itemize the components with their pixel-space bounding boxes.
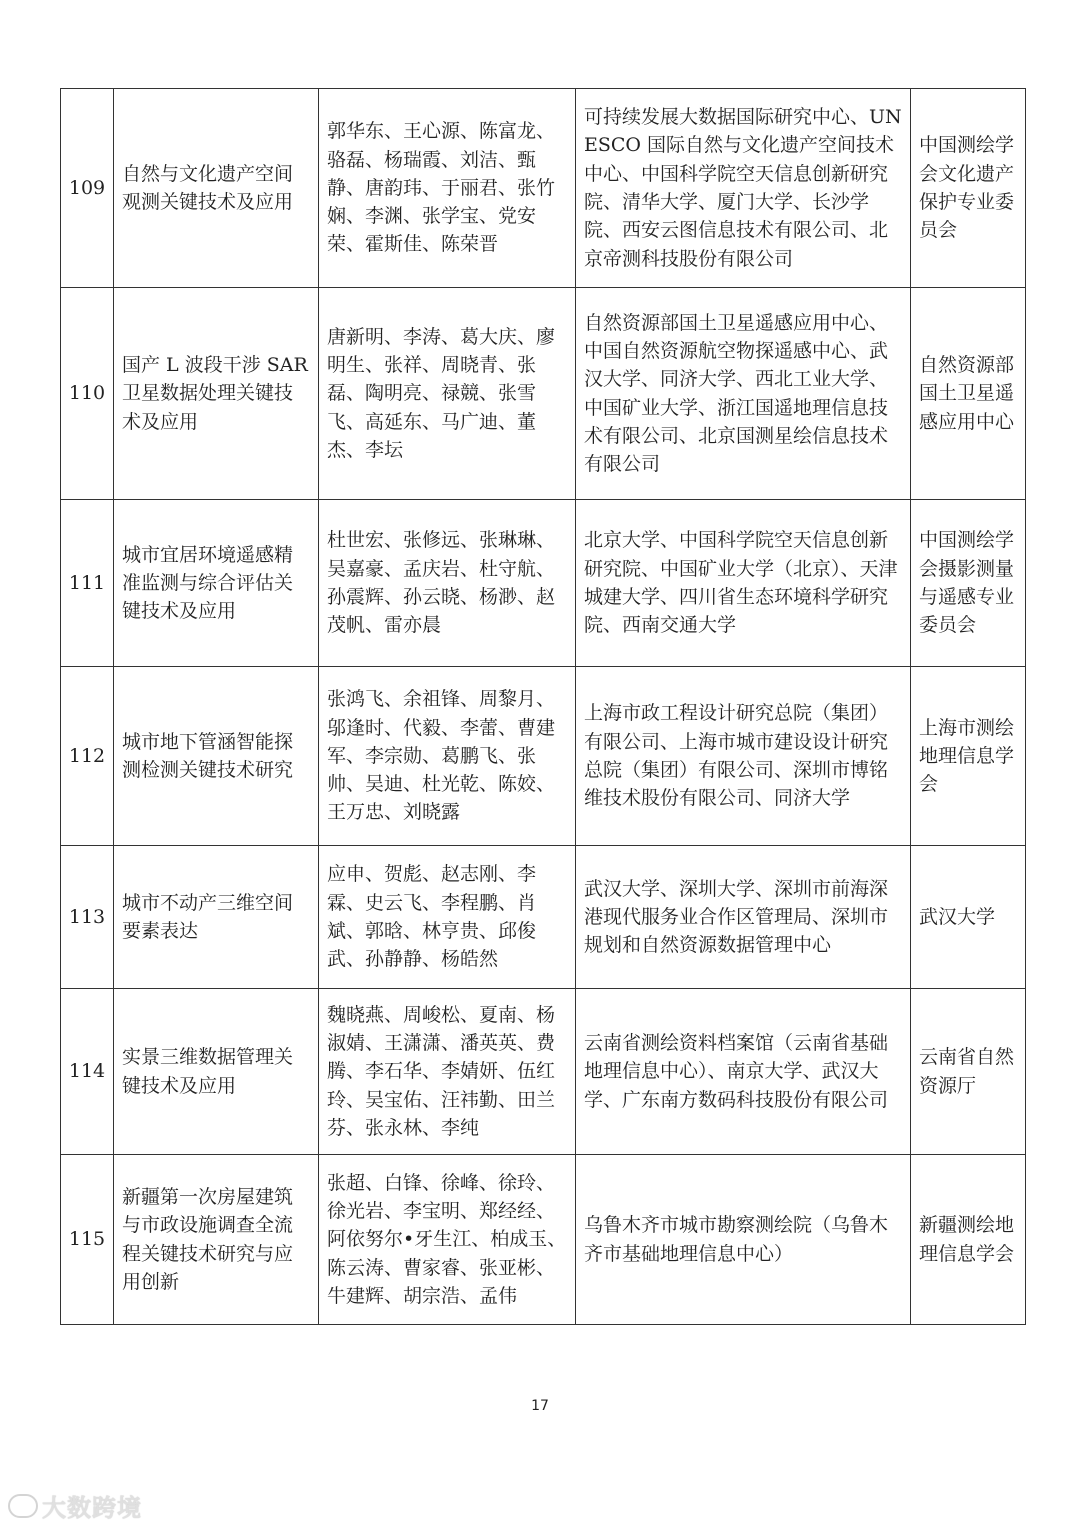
table-row (61, 288, 1026, 500)
watermark-text: 大数跨境 (42, 1494, 142, 1522)
table-row (61, 989, 1026, 1155)
nominating-unit: 云南省自然资源厅 (911, 989, 1026, 1155)
organizations: 上海市政工程设计研究总院（集团）有限公司、上海市城市建设设计研究总院（集团）有限公司、深圳市博铭维技术股份有限公司、同济大学 (576, 667, 911, 846)
logo-icon (8, 1494, 38, 1518)
row-number: 111 (61, 500, 114, 667)
watermark (8, 1488, 142, 1523)
organizations: 云南省测绘资料档案馆（云南省基础地理信息中心）、南京大学、武汉大学、广东南方数码科技股份有限公司 (576, 989, 911, 1155)
row-number: 114 (61, 989, 114, 1155)
row-number: 112 (61, 667, 114, 846)
row-number: 109 (61, 89, 114, 288)
awards-table (60, 88, 1026, 1325)
table-row (61, 667, 1026, 846)
contributors: 应申、贺彪、赵志刚、李霖、史云飞、李程鹏、肖斌、郭晗、林亨贵、邱俊武、孙静静、杨皓然 (319, 846, 576, 989)
nominating-unit: 武汉大学 (911, 846, 1026, 989)
row-number: 110 (61, 288, 114, 500)
contributors: 郭华东、王心源、陈富龙、骆磊、杨瑞霞、刘洁、甄静、唐韵玮、于丽君、张竹娴、李渊、张学宝、党安荣、霍斯佳、陈荣晋 (319, 89, 576, 288)
project-name: 国产 L 波段干涉 SAR 卫星数据处理关键技术及应用 (114, 288, 319, 500)
nominating-unit: 自然资源部国土卫星遥感应用中心 (911, 288, 1026, 500)
table-row (61, 846, 1026, 989)
organizations: 自然资源部国土卫星遥感应用中心、中国自然资源航空物探遥感中心、武汉大学、同济大学、西北工业大学、中国矿业大学、浙江国遥地理信息技术有限公司、北京国测星绘信息技术有限公司 (576, 288, 911, 500)
nominating-unit: 新疆测绘地理信息学会 (911, 1155, 1026, 1325)
table-row (61, 500, 1026, 667)
page-number: 17 (531, 1398, 549, 1414)
organizations: 乌鲁木齐市城市勘察测绘院（乌鲁木齐市基础地理信息中心） (576, 1155, 911, 1325)
table-row (61, 1155, 1026, 1325)
organizations: 北京大学、中国科学院空天信息创新研究院、中国矿业大学（北京）、天津城建大学、四川省生态环境科学研究院、西南交通大学 (576, 500, 911, 667)
nominating-unit: 上海市测绘地理信息学会 (911, 667, 1026, 846)
organizations: 武汉大学、深圳大学、深圳市前海深港现代服务业合作区管理局、深圳市规划和自然资源数据管理中心 (576, 846, 911, 989)
contributors: 张超、白锋、徐峰、徐玲、徐光岩、李宝明、郑经经、阿依努尔•牙生江、柏成玉、陈云涛、曹家睿、张亚彬、牛建辉、胡宗浩、孟伟 (319, 1155, 576, 1325)
contributors: 唐新明、李涛、葛大庆、廖明生、张祥、周晓青、张磊、陶明亮、禄競、张雪飞、高延东、马广迪、董杰、李坛 (319, 288, 576, 500)
project-name: 实景三维数据管理关键技术及应用 (114, 989, 319, 1155)
project-name: 城市地下管涵智能探测检测关键技术研究 (114, 667, 319, 846)
organizations: 可持续发展大数据国际研究中心、UNESCO 国际自然与文化遗产空间技术中心、中国科学院空天信息创新研究院、清华大学、厦门大学、长沙学院、西安云图信息技术有限公司、北京帝测科技股份有限公司 (576, 89, 911, 288)
nominating-unit: 中国测绘学会摄影测量与遥感专业委员会 (911, 500, 1026, 667)
project-name: 自然与文化遗产空间观测关键技术及应用 (114, 89, 319, 288)
project-name: 新疆第一次房屋建筑与市政设施调查全流程关键技术研究与应用创新 (114, 1155, 319, 1325)
contributors: 张鸿飞、余祖锋、周黎月、邬逢时、代毅、李蕾、曹建军、李宗勋、葛鹏飞、张帅、吴迪、杜光乾、陈姣、王万忠、刘晓露 (319, 667, 576, 846)
project-name: 城市不动产三维空间要素表达 (114, 846, 319, 989)
row-number: 113 (61, 846, 114, 989)
row-number: 115 (61, 1155, 114, 1325)
project-name: 城市宜居环境遥感精准监测与综合评估关键技术及应用 (114, 500, 319, 667)
contributors: 魏晓燕、周峻松、夏南、杨淑婧、王潇潇、潘英英、费腾、李石华、李婧妍、伍红玲、吴宝佑、汪祎勤、田兰芬、张永林、李纯 (319, 989, 576, 1155)
nominating-unit: 中国测绘学会文化遗产保护专业委员会 (911, 89, 1026, 288)
contributors: 杜世宏、张修远、张琳琳、吴嘉豪、孟庆岩、杜守航、孙震辉、孙云晓、杨渺、赵茂帆、雷亦晨 (319, 500, 576, 667)
table-row (61, 89, 1026, 288)
